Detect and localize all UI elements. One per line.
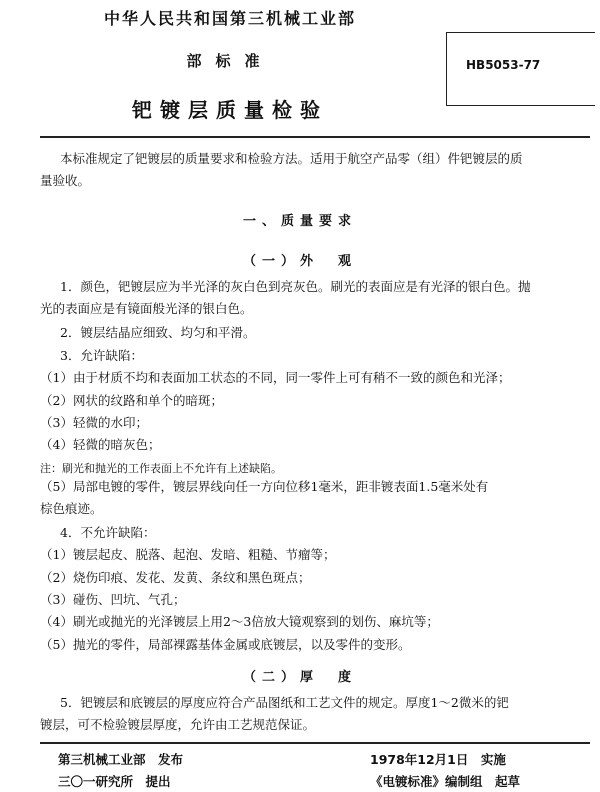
footer-proposer: 三〇一研究所 提出 [58,774,171,789]
item-3-b: （2）网状的纹路和单个的暗斑； [40,393,223,408]
item-3-d: （4）轻微的暗灰色； [40,437,161,452]
section-heading-quality: 一、质量要求 [242,214,357,229]
item-3-e-line-1: （5）局部电镀的零件，镀层界线向任一方向位移1毫米，距非镀表面1.5毫米处有 [40,479,489,494]
page-title: 钯镀层质量检验 [132,98,328,122]
footer-drafter: 《电镀标准》编制组 起草 [370,774,521,789]
item-3-a: （1）由于材质不均和表面加工状态的不同，同一零件上可有稍不一致的颜色和光泽； [40,370,511,385]
note: 注：刷光和抛光的工作表面上不允许有上述缺陷。 [40,462,282,475]
item-4: 4．不允许缺陷： [60,525,156,540]
item-1-line-1: 1．颜色，钯镀层应为半光泽的灰白色到亮灰色。刷光的表面应是有光泽的银白色。抛 [60,279,531,294]
intro-line-1: 本标准规定了钯镀层的质量要求和检验方法。适用于航空产品零（组）件钯镀层的质 [60,151,523,166]
item-4-c: （3）碰伤、凹坑、气孔； [40,592,186,607]
item-5-line-2: 镀层，可不检验镀层厚度，允许由工艺规范保证。 [40,717,316,732]
standard-number: HB5053-77 [466,58,541,72]
subsection-appearance: （一）外 观 [242,254,357,269]
footer-issuer: 第三机械工业部 发布 [58,752,184,767]
header-divider [40,136,590,138]
subsection-thickness: （二）厚 度 [242,670,357,685]
footer-date: 1978年12月1日 实施 [370,752,506,767]
intro-line-2: 量验收。 [40,173,91,188]
item-2: 2．镀层结晶应细致、均匀和平滑。 [60,325,256,340]
item-4-e: （5）抛光的零件，局部裸露基体金属或底镀层，以及零件的变形。 [40,637,411,652]
item-4-a: （1）镀层起皮、脱落、起泡、发暗、粗糙、节瘤等； [40,547,336,562]
item-4-b: （2）烧伤印痕、发花、发黄、条纹和黑色斑点； [40,570,311,585]
item-5-line-1: 5．钯镀层和底镀层的厚度应符合产品图纸和工艺文件的规定。厚度1～2微米的钯 [60,695,509,710]
footer-divider [40,742,590,744]
item-3-c: （3）轻微的水印； [40,415,148,430]
ministry-name: 中华人民共和国第三机械工业部 [103,9,356,28]
standard-type: 部标准 [186,52,274,70]
item-3: 3．允许缺陷： [60,348,143,363]
item-1-line-2: 光的表面应是有镜面般光泽的银白色。 [40,301,253,316]
item-4-d: （4）刷光或抛光的光泽镀层上用2～3倍放大镜观察到的划伤、麻坑等； [40,614,439,629]
item-3-e-line-2: 棕色痕迹。 [40,501,103,516]
